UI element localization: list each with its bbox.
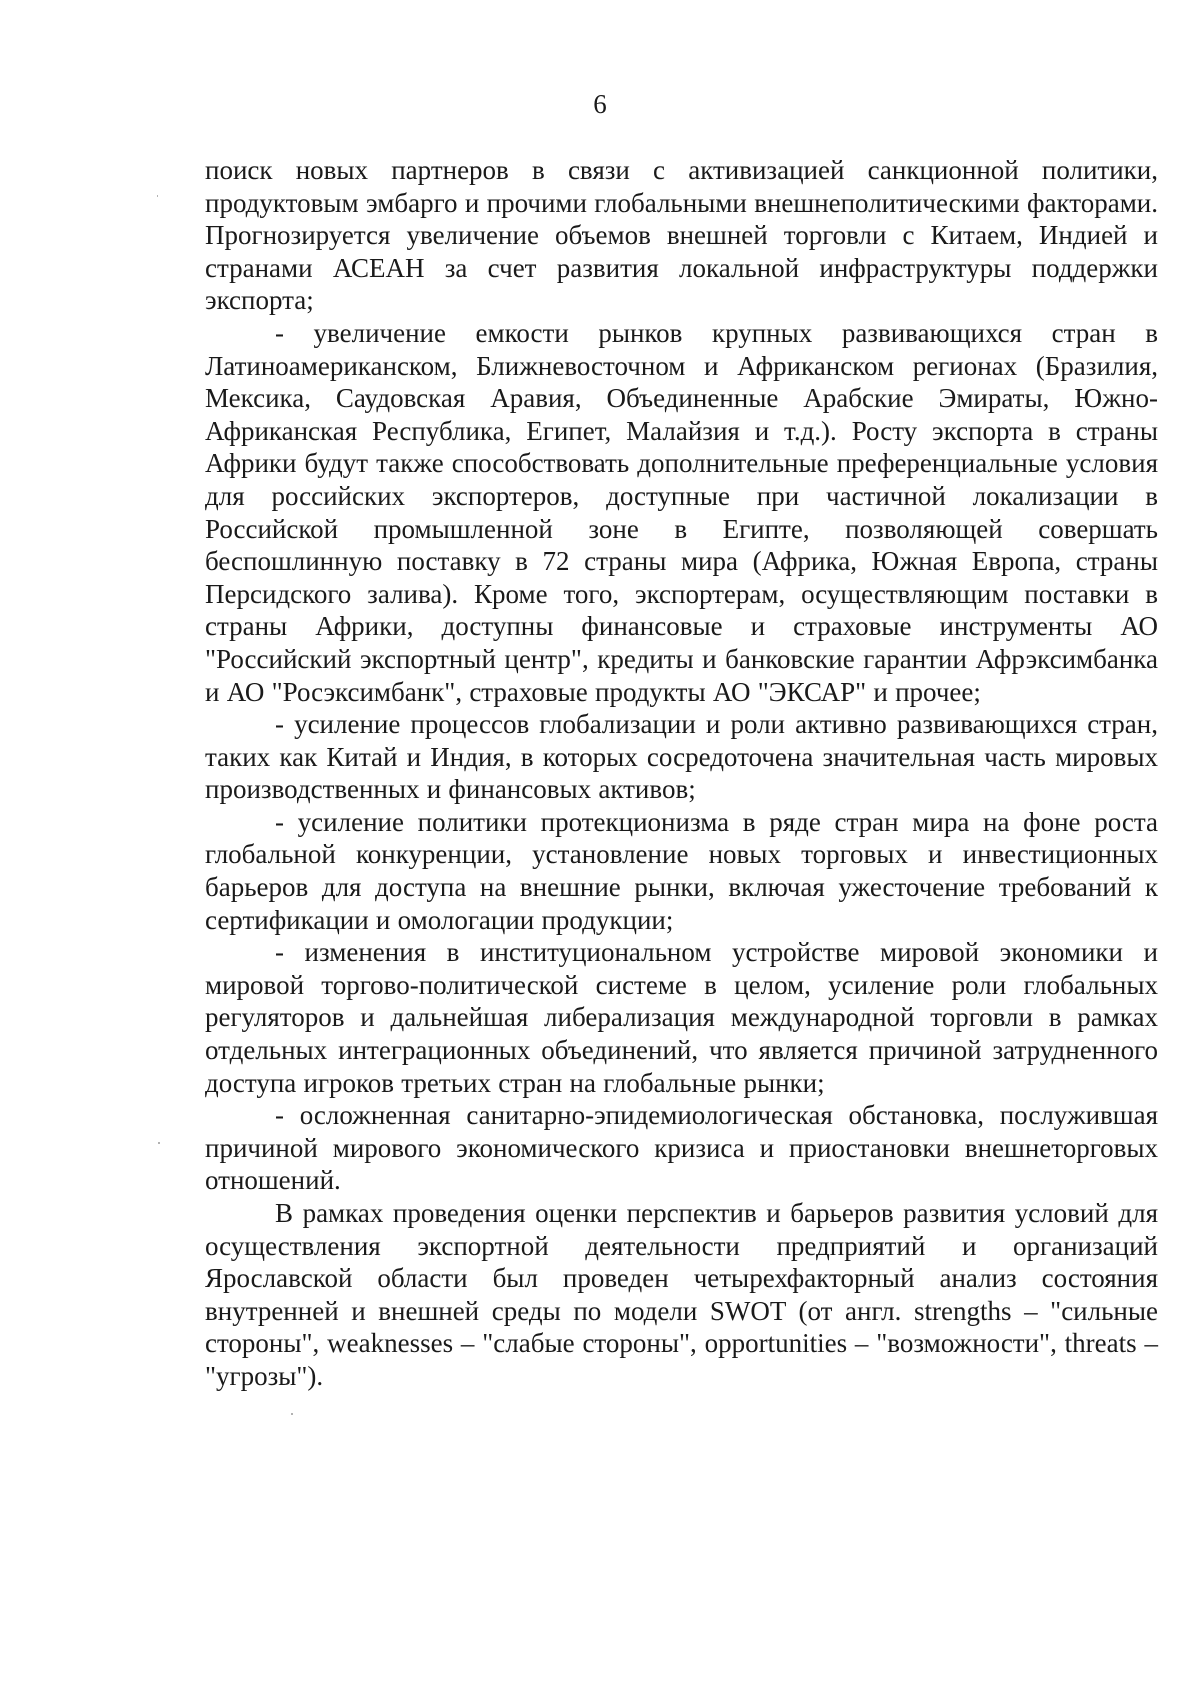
paragraph-swot-analysis: В рамках проведения оценки перспектив и барьеров развития условий для осуществления экспортной деятельности предприятий и организаций Ярославской области был проведен четырехфакторный анализ состояния внутренней и внешней среды по модели SWOT (от англ. strengths – "сильные стороны", weaknesses – "слабые стороны", opportunities – "возможности", threats – "угрозы").	[205, 1198, 1158, 1391]
scan-speck	[291, 1413, 293, 1415]
scan-speck	[158, 1142, 160, 1144]
paragraph-list-item-developing-markets: - увеличение емкости рынков крупных развивающихся стран в Латиноамериканском, Ближневосточном и Африканском регионах (Бразилия, Мексика, Саудовская Аравия, Объединенные Арабские Эмираты, Южно-Африканская Республика, Египет, Малайзия и т.д.). Росту экспорта в страны Африки будут также способствовать дополнительные преференциальные условия для российских экспортеров, доступные при частичной локализации в Российской промышленной зоне в Египте, позволяющей совершать беспошлинную поставку в 72 страны мира (Африка, Южная Европа, страны Персидского залива). Кроме того, экспортерам, осуществляющим поставки в страны Африки, доступны финансовые и страховые инструменты АО "Российский экспортный центр", кредиты и банковские гарантии Афрэксимбанка и АО "Росэксимбанк", страховые продукты АО "ЭКСАР" и прочее;	[205, 317, 1158, 707]
paragraph-continuation: поиск новых партнеров в связи с активизацией санкционной политики, продуктовым эмбарго и прочими глобальными внешнеполитическими факторами. Прогнозируется увеличение объемов внешней торговли с Китаем, Индией и странами АСЕАН за счет развития локальной инфраструктуры поддержки экспорта;	[205, 155, 1158, 316]
paragraph-list-item-protectionism: - усиление политики протекционизма в ряде стран мира на фоне роста глобальной конкуренции, установление новых торговых и инвестиционных барьеров для доступа на внешние рынки, включая ужесточение требований к сертификации и омологации продукции;	[205, 806, 1158, 935]
paragraph-list-item-institutional-changes: - изменения в институциональном устройстве мировой экономики и мировой торгово-политической системе в целом, усиление роли глобальных регуляторов и дальнейшая либерализация международной торговли в рамках отдельных интеграционных объединений, что является причиной затрудненного доступа игроков третьих стран на глобальные рынки;	[205, 937, 1158, 1098]
paragraph-list-item-globalization: - усиление процессов глобализации и роли активно развивающихся стран, таких как Китай и Индия, в которых сосредоточена значительная часть мировых производственных и финансовых активов;	[205, 709, 1158, 805]
document-body	[205, 154, 1158, 1393]
paragraph-list-item-epidemiological: - осложненная санитарно-эпидемиологическая обстановка, послужившая причиной мирового экономического кризиса и приостановки внешнеторговых отношений.	[205, 1100, 1158, 1196]
scan-speck	[157, 195, 158, 197]
page-number: 6	[593, 89, 607, 119]
